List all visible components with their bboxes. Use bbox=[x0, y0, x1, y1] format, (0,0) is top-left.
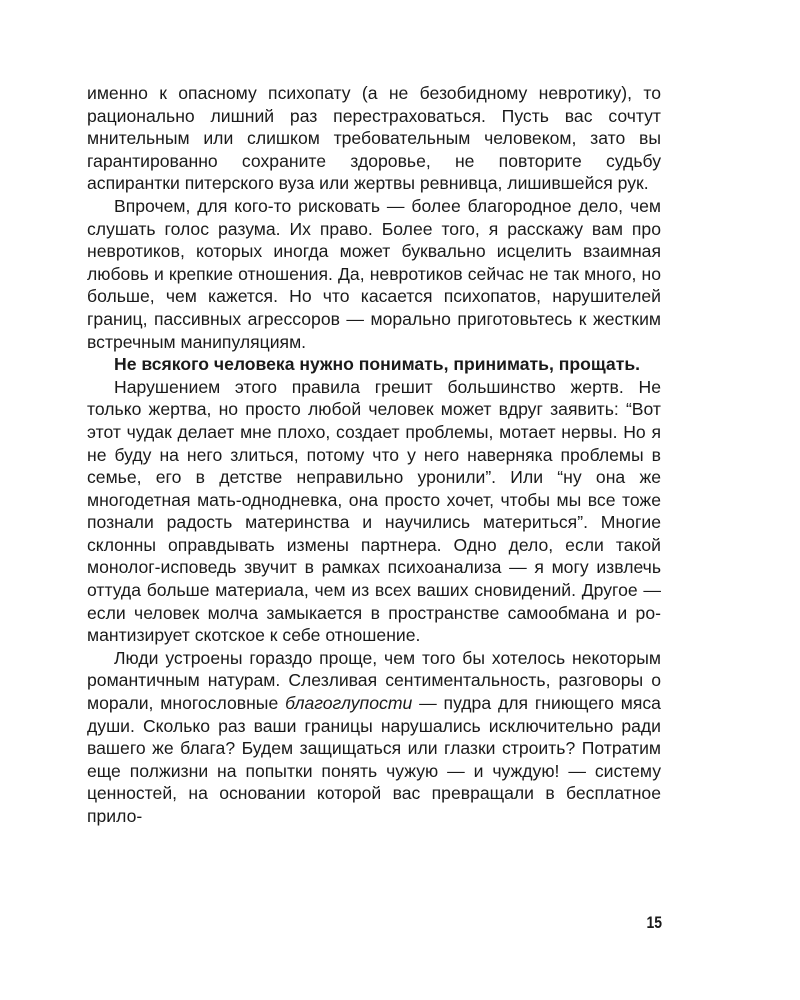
paragraph-people-start: Люди устроены гораздо проще, чем того бы хотелось некоторым романтичным натурам. Слезливая сентиментальность, разговоры о морали, многословные bbox=[87, 647, 661, 714]
paragraph-people-end: — пудра для гниющего мяса души. Сколько раз ваши границы нарушались исключительно ради вашего же блага? Будем защищаться или глазки строить? Потратим еще полжизни на попытки понять чужую — и чуждую! — систему ценностей, на основании которой вас превращали в бесплатное прило- bbox=[87, 693, 661, 826]
emphasis-word: благоглупости bbox=[285, 693, 413, 714]
paragraph-continuation: именно к опасному психопату (а не безобидному невротику), то рационально лишний раз перестраховаться. Пусть вас сочтут мнительным или слишком требовательным человеком, зато вы гарантированно сохраните здоровье, не повторите судьбу аспирантки питерского вуза или жертвы ревнивца, лишившейся рук. bbox=[87, 83, 661, 194]
paragraph-violation: Нарушением этого правила грешит большинство жертв. Не только жертва, но просто любой человек может вдруг заявить: “Вот этот чудак делает мне плохо, создает проблемы, мотает нервы. Но я не буду на него злиться, потому что у него наверняка проблемы в семье, его в детстве неправильно уронили”. Или “ну она же многодетная мать-однодневка, она просто хочет, чтобы мы все тоже познали радость материнства и научились материться”. Многие склонны оправдывать измены партнера. Одно дело, если такой монолог-исповедь звучит в рамках психоанализа — я могу извлечь оттуда больше материала, чем из всех ваших сновидений. Другое — если человек молча замыкается в пространстве самообмана и романтизирует скотское к себе отношение. bbox=[87, 376, 661, 646]
paragraph-people bbox=[87, 647, 661, 828]
body-text bbox=[87, 82, 661, 828]
page-number: 15 bbox=[646, 913, 662, 932]
rule-heading: Не всякого человека нужно понимать, принимать, прощать. bbox=[114, 354, 641, 375]
paragraph-risk: Впрочем, для кого-то рисковать — более благородное дело, чем слушать голос разума. Их право. Более того, я расскажу вам про невротиков, которых иногда может буквально исцелить взаимная любовь и крепкие отношения. Да, невротиков сейчас не так много, но больше, чем кажется. Но что касается психопатов, нарушителей границ, пассивных агрессоров — морально приготовьтесь к жестким встречным манипуляциям. bbox=[87, 195, 661, 352]
